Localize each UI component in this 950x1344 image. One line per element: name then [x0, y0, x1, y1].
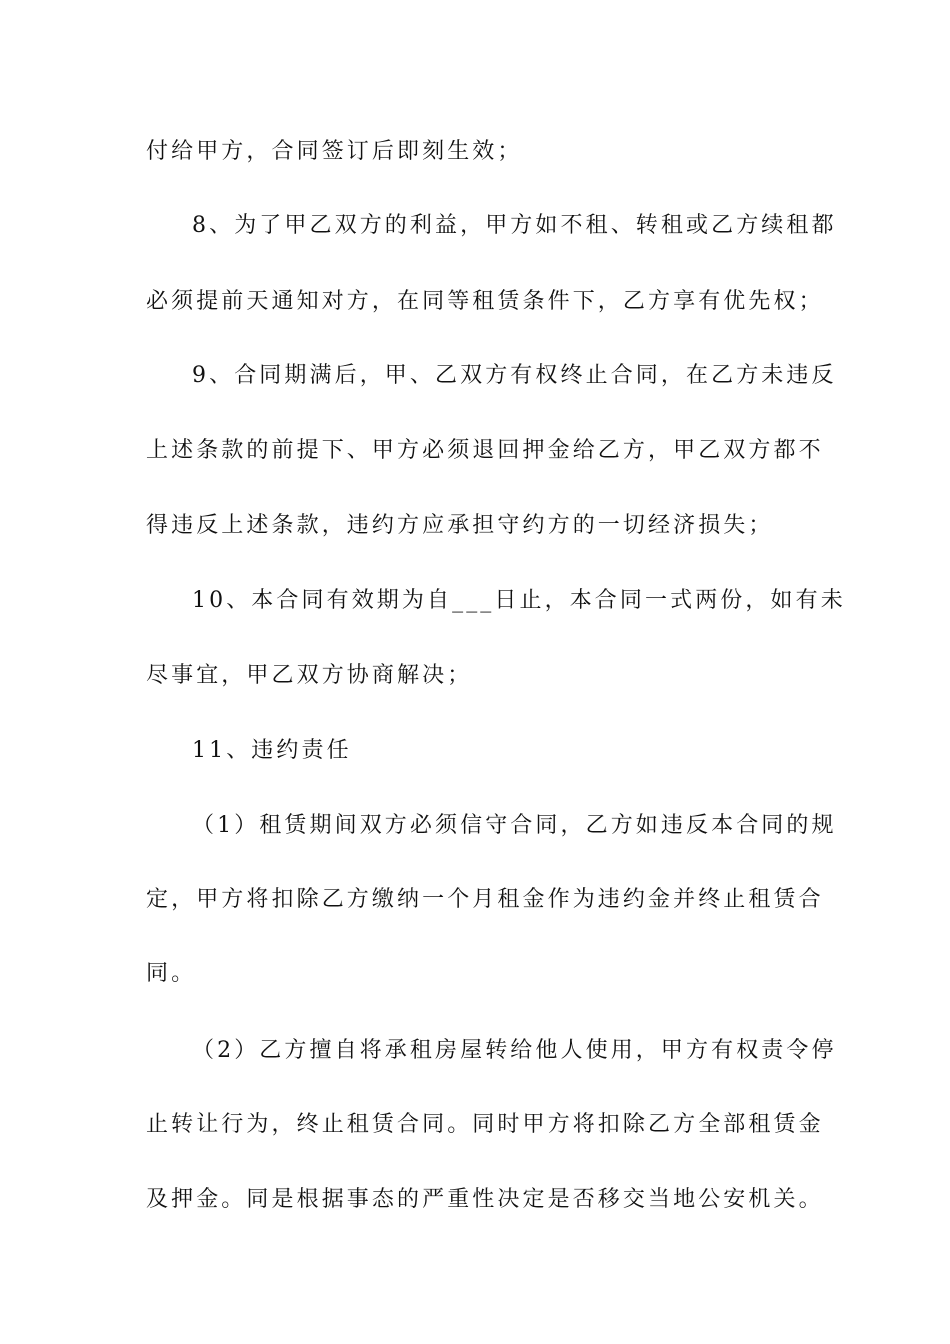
clause-8-line-1: 8、为了甲乙双方的利益，甲方如不租、转租或乙方续租都 — [192, 213, 837, 238]
clause-11-1-line-1: （1）租赁期间双方必须信守合同，乙方如违反本合同的规 — [192, 813, 837, 838]
clause-9-line-1: 9、合同期满后，甲、乙双方有权终止合同，在乙方未违反 — [192, 363, 837, 388]
clause-11-2-line-3: 及押金。同是根据事态的严重性决定是否移交当地公安机关。 — [146, 1187, 824, 1212]
clause-9-line-2: 上述条款的前提下、甲方必须退回押金给乙方，甲乙双方都不 — [146, 438, 824, 463]
clause-11-heading: 11、违约责任 — [192, 738, 352, 763]
clause-10-line-1: 10、本合同有效期为自___日止，本合同一式两份，如有未 — [192, 588, 846, 613]
clause-8-line-2: 必须提前天通知对方，在同等租赁条件下，乙方享有优先权； — [146, 289, 824, 314]
text-line-1: 付给甲方，合同签订后即刻生效； — [146, 139, 523, 164]
clause-11-2-line-2: 止转让行为，终止租赁合同。同时甲方将扣除乙方全部租赁金 — [146, 1112, 824, 1137]
clause-11-2-line-1: （2）乙方擅自将承租房屋转给他人使用，甲方有权责令停 — [192, 1038, 837, 1063]
clause-9-line-3: 得违反上述条款，违约方应承担守约方的一切经济损失； — [146, 513, 774, 538]
clause-10-line-2: 尽事宜，甲乙双方协商解决； — [146, 663, 473, 688]
clause-11-1-line-2: 定，甲方将扣除乙方缴纳一个月租金作为违约金并终止租赁合 — [146, 887, 824, 912]
clause-11-1-line-3: 同。 — [146, 961, 197, 986]
